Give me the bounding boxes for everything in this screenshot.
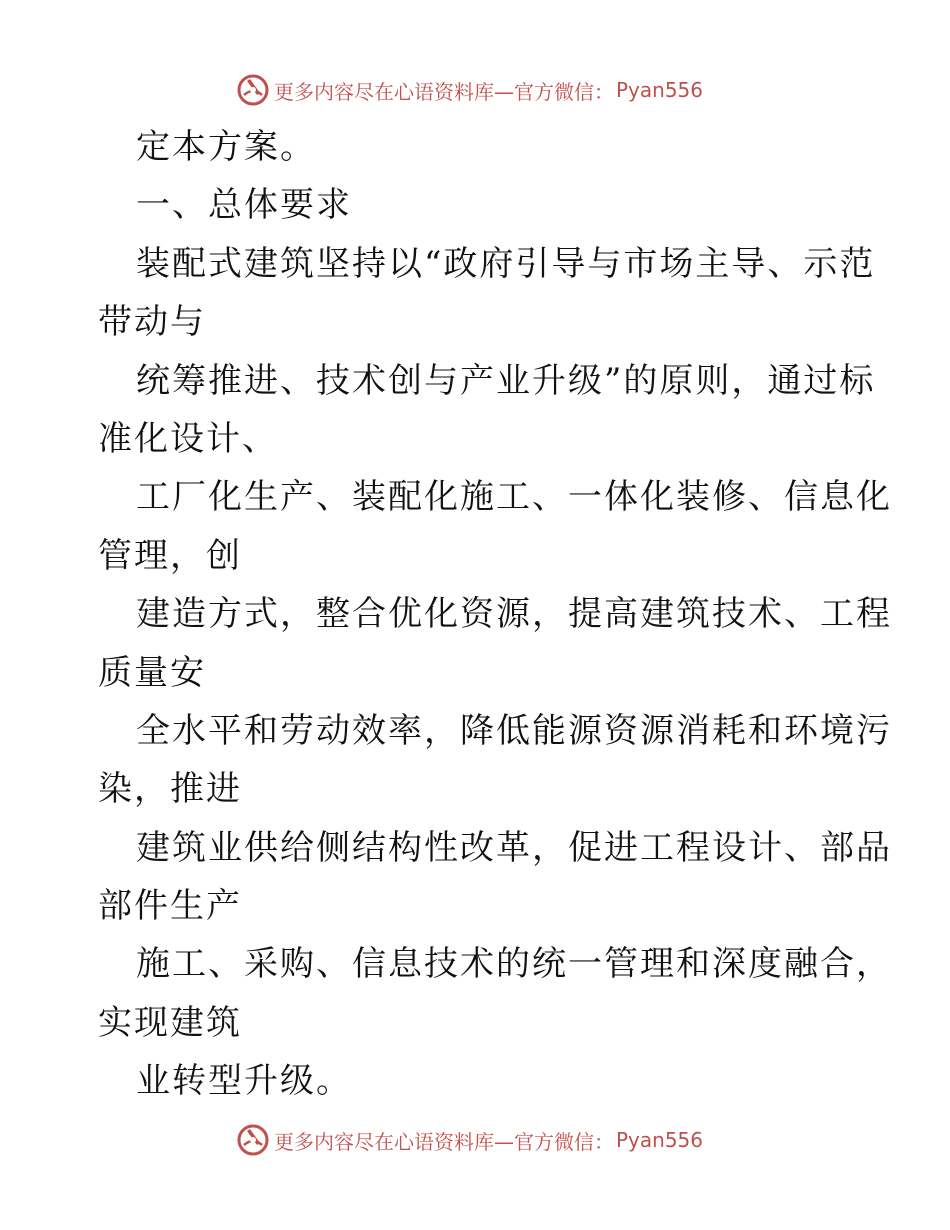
text-line: 工厂化生产、装配化施工、一体化装修、信息化 [136, 477, 892, 518]
text-line: 部件生产 [98, 886, 242, 927]
book-pen-logo-icon [236, 1123, 270, 1157]
text-line: 建筑业供给侧结构性改革，促进工程设计、部品 [136, 827, 892, 868]
text-line: 施工、采购、信息技术的统一管理和深度融合， [136, 944, 892, 985]
text-line: 定本方案。 [136, 127, 316, 167]
text-line: 全水平和劳动效率，降低能源资源消耗和环境污 [136, 710, 892, 751]
document-body [98, 118, 892, 1111]
section-heading: 一、总体要求 [136, 185, 352, 226]
text-line: 业转型升级。 [136, 1061, 352, 1102]
text-line: 实现建筑 [98, 1002, 242, 1043]
header-watermark [236, 72, 703, 108]
watermark-wechat-id: Pyan556 [616, 1128, 704, 1152]
text-line: 带动与 [98, 302, 206, 343]
watermark-wechat-id: Pyan556 [616, 78, 704, 102]
book-pen-logo-icon [236, 73, 270, 107]
text-line: 准化设计、 [98, 418, 278, 459]
text-line: 建造方式，整合优化资源，提高建筑技术、工程 [136, 594, 892, 635]
text-line: 装配式建筑坚持以“政府引导与市场主导、示范 [136, 243, 876, 284]
text-line: 管理，创 [98, 535, 242, 576]
text-line: 质量安 [98, 652, 206, 693]
watermark-text: 更多内容尽在心语资料库—官方微信： [274, 79, 614, 104]
watermark-text: 更多内容尽在心语资料库—官方微信： [274, 1129, 614, 1154]
text-line: 染，推进 [98, 769, 242, 810]
text-line: 统筹推进、技术创与产业升级”的原则，通过标 [136, 360, 876, 401]
footer-watermark [236, 1122, 703, 1158]
